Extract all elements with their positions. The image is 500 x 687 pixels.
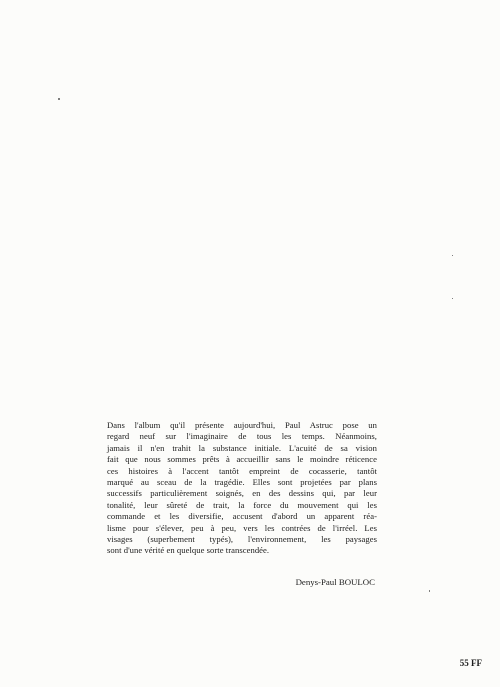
- body-line: successifs particulièrement soignés, en des dessins qui, par leur: [107, 488, 377, 499]
- body-line: visages (superbement typés), l'environnement, les paysages: [107, 534, 377, 545]
- body-line: fait que nous sommes prêts à accueillir sans le moindre réticence: [107, 454, 377, 465]
- body-line: sont d'une vérité en quelque sorte transcendée.: [107, 545, 270, 556]
- body-paragraph: [107, 420, 377, 557]
- body-line: Dans l'album qu'il présente aujourd'hui, Paul Astruc pose un: [107, 420, 377, 430]
- scan-speck: [452, 255, 453, 256]
- body-line: jamais il n'en trahit la substance initiale. L'acuité de sa vision: [107, 442, 377, 453]
- body-line: tonalité, leur sûreté de trait, la force du mouvement qui les: [107, 499, 377, 510]
- author-signature: Denys-Paul BOULOC: [295, 577, 375, 587]
- scan-speck: [452, 298, 453, 299]
- body-line: marqué au sceau de la tragédie. Elles sont projetées par plans: [107, 477, 377, 488]
- scan-speck: [429, 590, 430, 592]
- body-line: regard neuf sur l'imaginaire de tous les temps. Néanmoins,: [107, 431, 377, 442]
- scan-speck: [58, 98, 60, 100]
- body-line: lisme pour s'élever, peu à peu, vers les contrées de l'irréel. Les: [107, 522, 377, 533]
- body-line: ces histoires à l'accent tantôt empreint de cocasserie, tantôt: [107, 465, 377, 476]
- body-line: commande et les diversifie, accusent d'abord un apparent réa-: [107, 511, 377, 522]
- price-label: 55 FF: [459, 658, 482, 668]
